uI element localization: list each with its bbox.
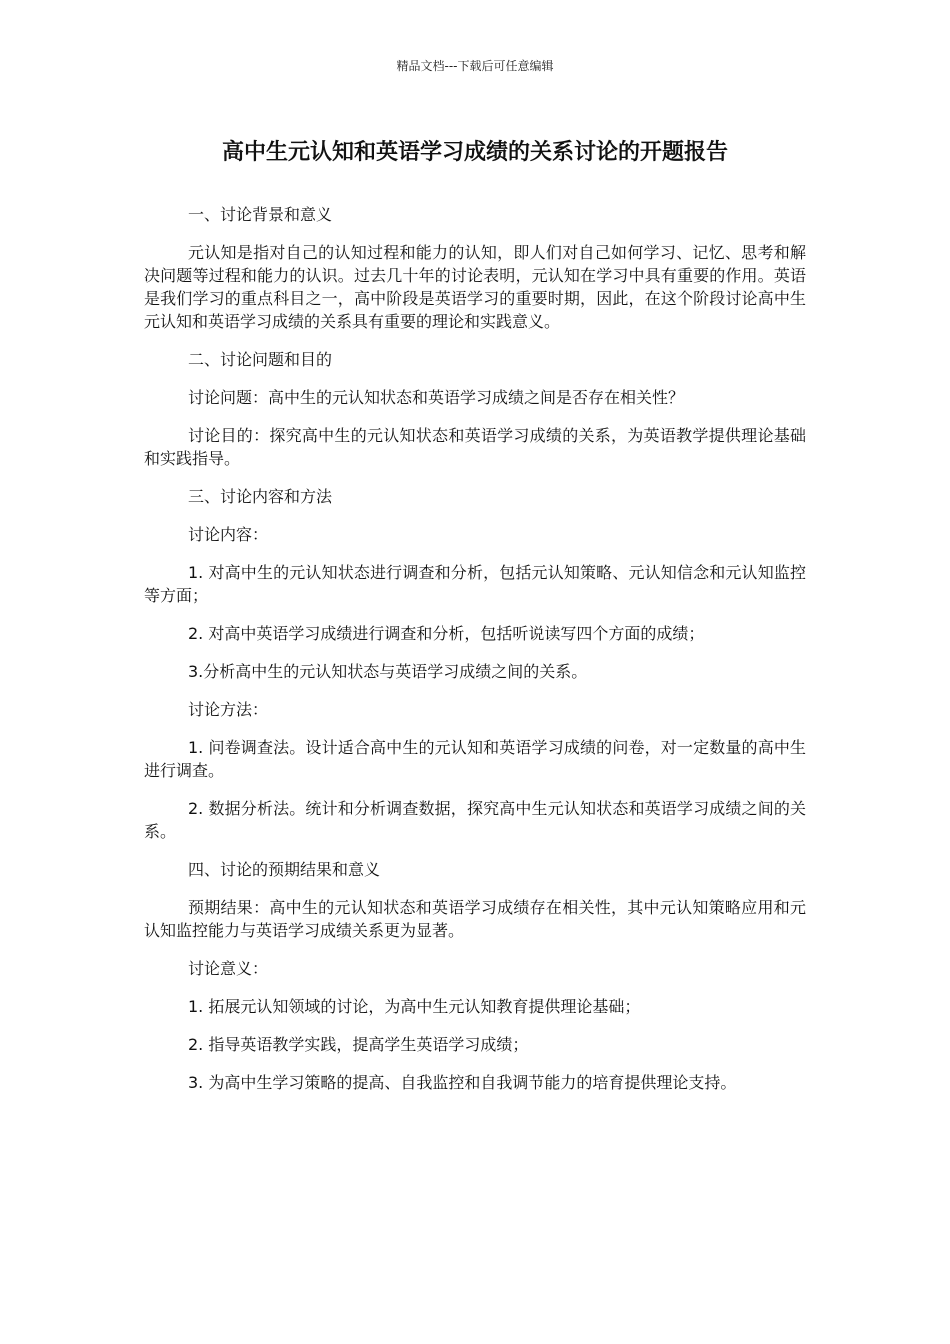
research-question: 讨论问题：高中生的元认知状态和英语学习成绩之间是否存在相关性？ [188,388,685,407]
significance-item-1: 1. 拓展元认知领域的讨论，为高中生元认知教育提供理论基础； [188,997,641,1016]
content-item-1: 1. 对高中生的元认知状态进行调查和分析，包括元认知策略、元认知信念和元认知监控等方面； [144,563,806,605]
expected-results: 预期结果：高中生的元认知状态和英语学习成绩存在相关性，其中元认知策略应用和元认知监控能力与英语学习成绩关系更为显著。 [144,898,806,940]
significance-item-3: 3. 为高中生学习策略的提高、自我监控和自我调节能力的培育提供理论支持。 [188,1073,737,1092]
significance-label: 讨论意义： [188,959,269,978]
content-item-2: 2. 对高中英语学习成绩进行调查和分析，包括听说读写四个方面的成绩； [188,624,705,643]
section-heading-background: 一、讨论背景和意义 [188,205,333,224]
section-heading-content-method: 三、讨论内容和方法 [188,487,333,506]
section-heading-results: 四、讨论的预期结果和意义 [188,860,381,879]
method-label: 讨论方法： [188,700,269,719]
research-purpose: 讨论目的：探究高中生的元认知状态和英语学习成绩的关系，为英语教学提供理论基础和实践指导。 [144,426,806,468]
document-title: 高中生元认知和英语学习成绩的关系讨论的开题报告 [221,140,728,165]
content-label: 讨论内容： [188,525,269,544]
header-watermark: 精品文档---下载后可任意编辑 [396,59,554,73]
background-paragraph: 元认知是指对自己的认知过程和能力的认知，即人们对自己如何学习、记忆、思考和解决问题等过程和能力的认识。过去几十年的讨论表明，元认知在学习中具有重要的作用。英语是我们学习的重点科目之一，高中阶段是英语学习的重要时期，因此，在这个阶段讨论高中生元认知和英语学习成绩的关系具有重要的理论和实践意义。 [144,243,806,331]
document-body [144,203,806,1109]
method-item-2: 2. 数据分析法。统计和分析调查数据，探究高中生元认知状态和英语学习成绩之间的关系。 [144,799,806,841]
method-item-1: 1. 问卷调查法。设计适合高中生的元认知和英语学习成绩的问卷，对一定数量的高中生进行调查。 [144,738,806,780]
content-item-3: 3.分析高中生的元认知状态与英语学习成绩之间的关系。 [188,662,588,681]
significance-item-2: 2. 指导英语教学实践，提高学生英语学习成绩； [188,1035,529,1054]
section-heading-question: 二、讨论问题和目的 [188,350,333,369]
